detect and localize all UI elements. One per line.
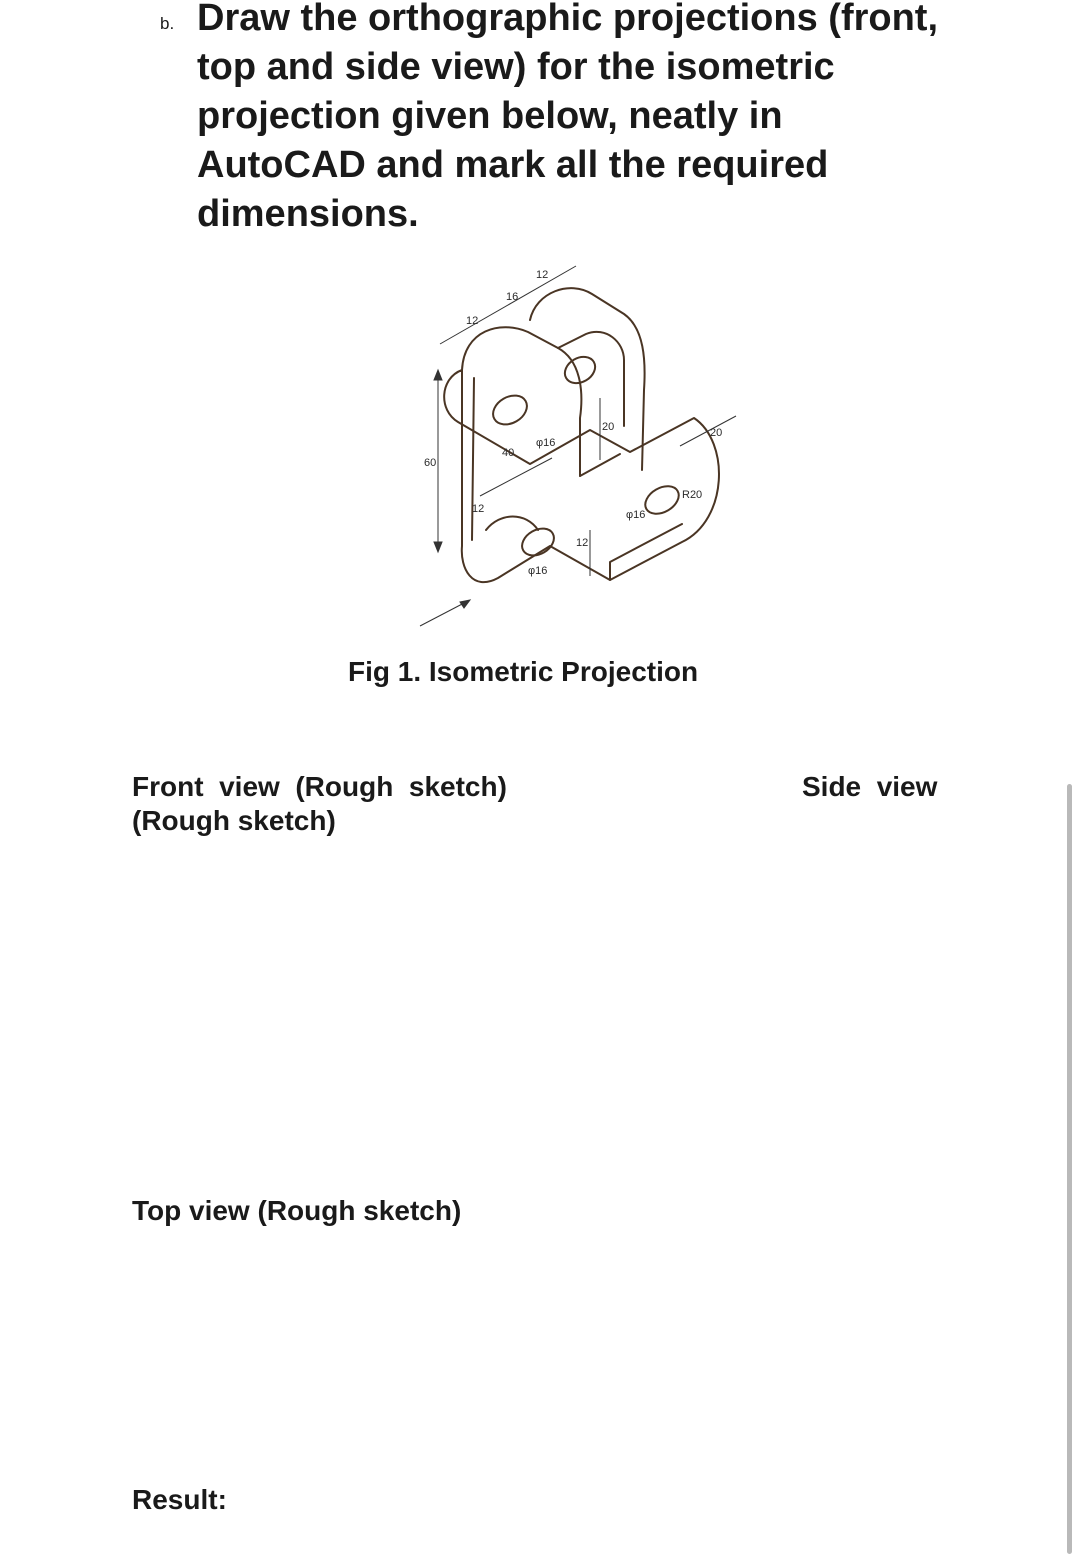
front-view-label: Front view (Rough sketch): [132, 771, 507, 802]
dim-text: 12: [472, 503, 485, 515]
front-view-label-cont: (Rough sketch): [132, 805, 336, 836]
left-upright-outline: [462, 327, 581, 476]
dim-text: φ16: [536, 437, 556, 449]
dim-text: φ16: [528, 565, 548, 577]
dim-text: φ16: [626, 509, 646, 521]
question-marker: b.: [160, 14, 175, 33]
result-label: Result:: [132, 1484, 227, 1515]
figure-caption: Fig 1. Isometric Projection: [348, 656, 699, 687]
dim-text: 60: [424, 457, 437, 469]
hole-base-right: [640, 481, 683, 520]
hole-upright: [488, 390, 532, 431]
dim-text: 12: [466, 315, 479, 327]
dim-text: R20: [682, 489, 703, 501]
dim-text: 40: [502, 447, 515, 459]
dim-text: 20: [602, 421, 615, 433]
scrollbar[interactable]: [1067, 784, 1072, 1554]
hole-rear: [560, 352, 600, 389]
question-text: Draw the orthographic projections (front, top and side view) for the isometric projection given below, neatly in AutoCAD and mark all the required dimensions.: [197, 0, 939, 235]
dim-text: 12: [536, 269, 549, 281]
dim-text: 16: [506, 291, 519, 303]
hole-base-left: [517, 523, 558, 561]
dim-text: 12: [576, 537, 589, 549]
dim-text: 20: [710, 427, 723, 439]
isometric-figure: [380, 250, 780, 640]
side-view-label: Side view: [802, 771, 938, 802]
top-view-label: Top view (Rough sketch): [132, 1195, 462, 1226]
